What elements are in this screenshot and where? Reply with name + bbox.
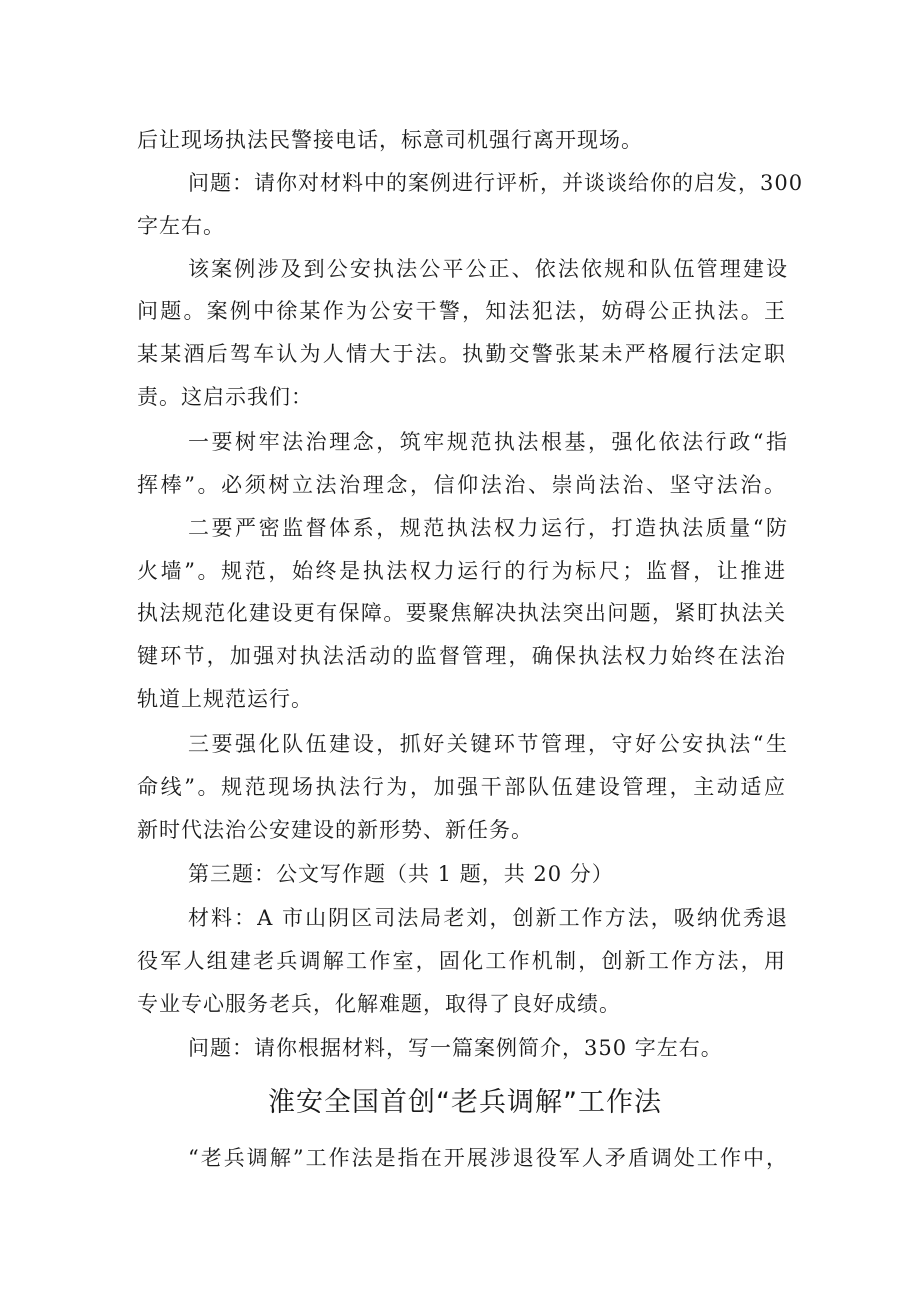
text-line: 轨道上规范运行。	[137, 687, 313, 711]
text-line: 火墙”。规范，始终是执法权力运行的行为标尺；监督，让推进	[137, 559, 786, 583]
text-line: 命线”。规范现场执法行为，加强干部队伍建设管理，主动适应	[137, 775, 786, 799]
text-line: 问题：请你根据材料，写一篇案例简介，350 字左右。	[188, 1036, 723, 1060]
text-line: 挥棒”。必须树立法治理念，信仰法治、崇尚法治、坚守法治。	[137, 473, 786, 497]
article-title: 淮安全国首创“老兵调解”工作法	[268, 1087, 662, 1118]
text-line: 问题。案例中徐某作为公安干警，知法犯法，妨碍公正执法。王	[137, 299, 786, 323]
text-line: 二要严密监督体系，规范执法权力运行，打造执法质量“防	[188, 516, 788, 540]
text-line: 新时代法治公安建设的新形势、新任务。	[137, 818, 533, 842]
text-line: 字左右。	[137, 214, 225, 238]
section-heading-text: 第三题：公文写作题（共 1 题，共 20 分）	[188, 862, 614, 886]
text-line: 某某酒后驾车认为人情大于法。执勤交警张某未严格履行法定职	[137, 342, 786, 366]
text-line: 执法规范化建设更有保障。要聚焦解决执法突出问题，紧盯执法关	[137, 601, 786, 625]
text-line: 材料：A 市山阴区司法局老刘，创新工作方法，吸纳优秀退	[188, 906, 788, 930]
text-line: “老兵调解”工作法是指在开展涉退役军人矛盾调处工作中，	[188, 1146, 788, 1170]
text-line: 三要强化队伍建设，抓好关键环节管理，守好公安执法“生	[188, 732, 788, 756]
text-line: 役军人组建老兵调解工作室，固化工作机制，创新工作方法，用	[137, 949, 786, 973]
text-line: 专业专心服务老兵，化解难题，取得了良好成绩。	[137, 992, 621, 1016]
text-line: 问题：请你对材料中的案例进行评析，并谈谈给你的启发，300	[188, 171, 804, 195]
text-line: 一要树牢法治理念，筑牢规范执法根基，强化依法行政“指	[188, 430, 788, 454]
text-line: 后让现场执法民警接电话，标意司机强行离开现场。	[137, 128, 643, 152]
text-line: 键环节，加强对执法活动的监督管理，确保执法权力始终在法治	[137, 644, 786, 668]
text-line: 该案例涉及到公安执法公平公正、依法依规和队伍管理建设	[188, 257, 788, 281]
text-line: 责。这启示我们：	[137, 385, 313, 409]
